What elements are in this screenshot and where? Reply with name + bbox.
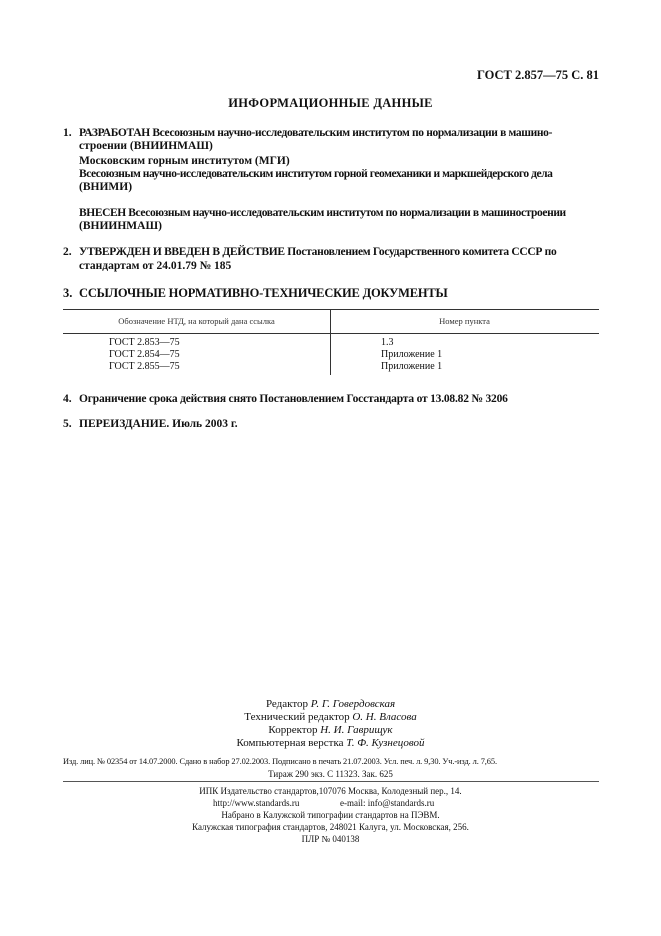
publisher-line-5: ПЛР № 040138 — [301, 834, 360, 844]
imprint-line-2: Тираж 290 экз. С 11323. Зак. 625 — [268, 769, 393, 779]
credit-editor — [0, 698, 661, 710]
table-row-3-doc: ГОСТ 2.855—75 — [109, 361, 180, 372]
table-row-2-doc: ГОСТ 2.854—75 — [109, 349, 180, 360]
table-header-clause: Номер пункта — [439, 316, 490, 326]
item-2-line-1: УТВЕРЖДЕН И ВВЕДЕН В ДЕЙСТВИЕ Постановлением Государственного комитета СССР по — [79, 246, 557, 258]
publisher-url: http://www.standards.ru — [213, 798, 300, 808]
table-row-3-clause: Приложение 1 — [381, 361, 443, 372]
table-row-1-clause: 1.3 — [381, 337, 394, 348]
item-1-line-4: Всесоюзным научно-исследовательским институтом горной геомеханики и маркшейдерского дела — [79, 168, 553, 180]
credit-layout-label: Компьютерная верстка — [236, 737, 344, 749]
item-1-line-1: РАЗРАБОТАН Всесоюзным научно-исследовательским институтом по нормализации в машино- — [79, 127, 553, 139]
table-row-2-clause: Приложение 1 — [381, 349, 443, 360]
item-1-introduced-2: (ВНИИНМАШ) — [79, 220, 162, 232]
credit-tech-editor-name: О. Н. Власова — [352, 711, 417, 723]
table-top-rule — [63, 309, 599, 310]
table-row-1-doc: ГОСТ 2.853—75 — [109, 337, 180, 348]
item-5-number: 5. — [63, 418, 72, 430]
page-title: ИНФОРМАЦИОННЫЕ ДАННЫЕ — [228, 96, 433, 110]
credit-layout-name: Т. Ф. Кузнецовой — [346, 737, 425, 749]
item-3-title: ССЫЛОЧНЫЕ НОРМАТИВНО-ТЕХНИЧЕСКИЕ ДОКУМЕНТЫ — [79, 286, 448, 300]
item-1-number: 1. — [63, 127, 72, 139]
item-2-line-2: стандартам от 24.01.79 № 185 — [79, 260, 232, 272]
item-1-line-2: строении (ВНИИНМАШ) — [79, 140, 213, 152]
credit-corrector-label: Корректор — [268, 724, 318, 736]
item-1-line-3: Московским горным институтом (МГИ) — [79, 155, 290, 167]
credit-tech-editor-label: Технический редактор — [244, 711, 350, 723]
item-4-number: 4. — [63, 393, 72, 405]
credit-editor-label: Редактор — [265, 698, 308, 710]
table-header-rule — [63, 333, 599, 334]
publisher-email: e-mail: info@standards.ru — [340, 798, 435, 808]
item-5-text: ПЕРЕИЗДАНИЕ. Июль 2003 г. — [79, 418, 238, 430]
page-header-code: ГОСТ 2.857—75 С. 81 — [476, 68, 599, 82]
item-4-text: Ограничение срока действия снято Постановлением Госстандарта от 13.08.82 № 3206 — [79, 393, 508, 405]
publisher-line-4: Калужская типография стандартов, 248021 Калуга, ул. Московская, 256. — [192, 822, 469, 832]
credit-layout — [0, 737, 661, 749]
table-header-document: Обозначение НТД, на который дана ссылка — [118, 316, 275, 326]
publisher-line-3: Набрано в Калужской типографии стандартов на ПЭВМ. — [221, 810, 440, 820]
item-3-number: 3. — [63, 286, 73, 300]
credit-corrector — [0, 724, 661, 736]
item-2-number: 2. — [63, 246, 72, 258]
credit-editor-name: Р. Г. Говердовская — [310, 698, 396, 710]
imprint-line-1: Изд. лиц. № 02354 от 14.07.2000. Сдано в набор 27.02.2003. Подписано в печать 21.07.2003. Усл. печ. л. 9,30. Уч.-изд. л. 7,65. — [63, 757, 497, 766]
credit-tech-editor — [0, 711, 661, 723]
imprint-divider — [63, 781, 599, 782]
item-1-line-5: (ВНИМИ) — [79, 181, 133, 193]
item-1-introduced-1: ВНЕСЕН Всесоюзным научно-исследовательским институтом по нормализации в машиностроении — [79, 207, 566, 219]
publisher-line-1: ИПК Издательство стандартов,107076 Москва, Колодезный пер., 14. — [199, 786, 462, 796]
credit-corrector-name: Н. И. Гаврищук — [320, 724, 393, 736]
